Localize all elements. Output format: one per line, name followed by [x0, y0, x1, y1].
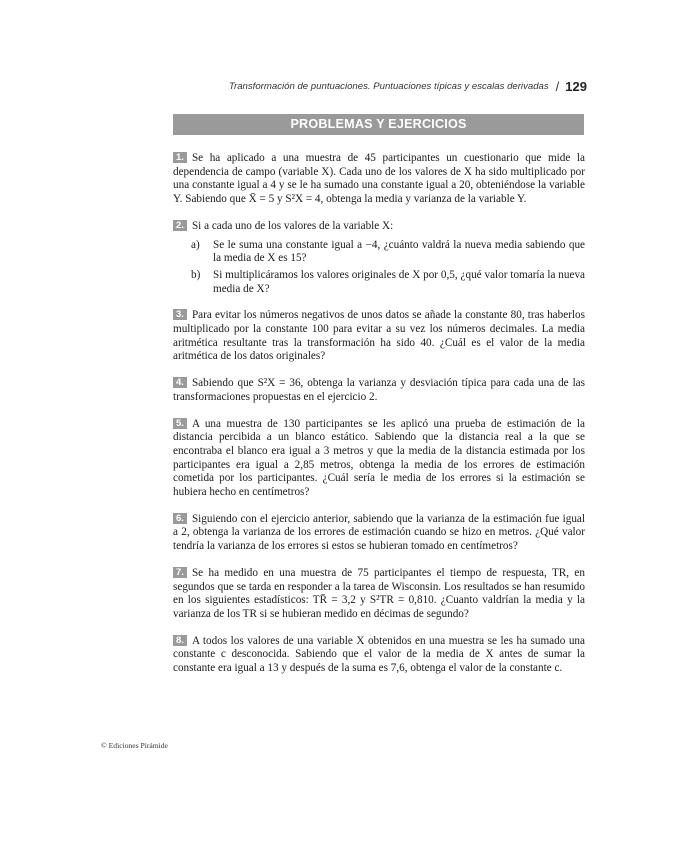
problem-2	[173, 220, 585, 297]
problem-6	[173, 513, 585, 554]
problem-number: 8.	[173, 635, 187, 646]
running-header-title: Transformación de puntuaciones. Puntuaciones típicas y escalas derivadas	[228, 80, 549, 92]
header-separator: /	[555, 78, 560, 94]
running-header	[150, 76, 587, 96]
sub-item-mark: b)	[191, 268, 201, 281]
copyright-footer: © Ediciones Pirámide	[101, 741, 168, 750]
problem-5	[173, 418, 585, 500]
problem-number: 1.	[173, 152, 187, 163]
sub-item-mark: a)	[191, 238, 200, 251]
problem-text: A una muestra de 130 participantes se les aplicó una prueba de estimación de la distancia percibida a un blanco estático. Sabiendo que la distancia real a la que se encontraba el blanco era igual a 3 metros y que la media de la distancia estimada por los participantes era igual a 2,85 metros, obtenga la media de los errores de estimación cometida por los participantes. ¿Cuál sería le media de los errores si la estimación se hubiera hecho en centímetros?	[173, 417, 585, 499]
problem-text: Se ha aplicado a una muestra de 45 participantes un cuestionario que mide la dependencia de campo (variable X). Cada uno de los valores de X ha sido multiplicado por una constante igual a 4 y se le ha sumado una constante igual a 20, obteniéndose la variable Y. Sabiendo que X̄ = 5 y S²X = 4, obtenga la media y varianza de la variable Y.	[173, 152, 585, 206]
problem-number: 3.	[173, 309, 187, 320]
problems-list	[173, 152, 585, 689]
problem-number: 6.	[173, 513, 187, 524]
page-number: 129	[565, 78, 587, 94]
problem-text: Sabiendo que S²X = 36, obtenga la varianza y desviación típica para cada una de las transformaciones propuestas en el ejercicio 2.	[173, 377, 585, 403]
sub-item-text: Si multiplicáramos los valores originales de X por 0,5, ¿qué valor tomaría la nueva media de X?	[213, 268, 585, 295]
section-title: PROBLEMAS Y EJERCICIOS	[173, 114, 584, 135]
problem-number: 7.	[173, 567, 187, 578]
problem-3	[173, 309, 585, 364]
problem-text: Para evitar los números negativos de unos datos se añade la constante 80, tras haberlos multiplicado por la constante 100 para evitar a su vez los números decimales. La media aritmética resultante tras la transformación ha sido 40. ¿Cuál es el valor de la media aritmética de los datos originales?	[173, 309, 585, 363]
problem-text: Si a cada uno de los valores de la variable X:	[191, 219, 394, 232]
problem-number: 2.	[173, 220, 187, 231]
problem-text: A todos los valores de una variable X obtenidos en una muestra se les ha sumado una constante c desconocida. Sabiendo que el valor de la media de X antes de sumar la constante era igual a 13 y después de la suma es 7,6, obtenga el valor de la constante c.	[173, 634, 585, 675]
problem-8	[173, 635, 585, 676]
problem-text: Se ha medido en una muestra de 75 participantes el tiempo de respuesta, TR, en segundos que se tarda en responder a la tarea de Wisconsin. Los resultados se han resumido en los siguientes estadísticos: TR̄ = 3,2 y S²TR = 0,810. ¿Cuanto valdrían la media y la varianza de los TR si se hubieran medido en décimas de segundo?	[173, 566, 585, 620]
problem-4	[173, 377, 585, 404]
sub-item-a	[173, 239, 585, 266]
sub-items	[173, 239, 585, 297]
sub-item-text: Se le suma una constante igual a −4, ¿cuánto valdrá la nueva media sabiendo que la media de X es 15?	[213, 238, 585, 265]
problem-text: Siguiendo con el ejercicio anterior, sabiendo que la varianza de la estimación fue igual a 2, obtenga la varianza de los errores de estimación cuando se hizo en metros. ¿Qué valor tendría la varianza de los errores si estos se hubieran tomado en centímetros?	[173, 512, 585, 553]
problem-1	[173, 152, 585, 207]
problem-7	[173, 567, 585, 622]
problem-number: 5.	[173, 418, 187, 429]
sub-item-b	[173, 269, 585, 296]
problem-number: 4.	[173, 377, 187, 388]
